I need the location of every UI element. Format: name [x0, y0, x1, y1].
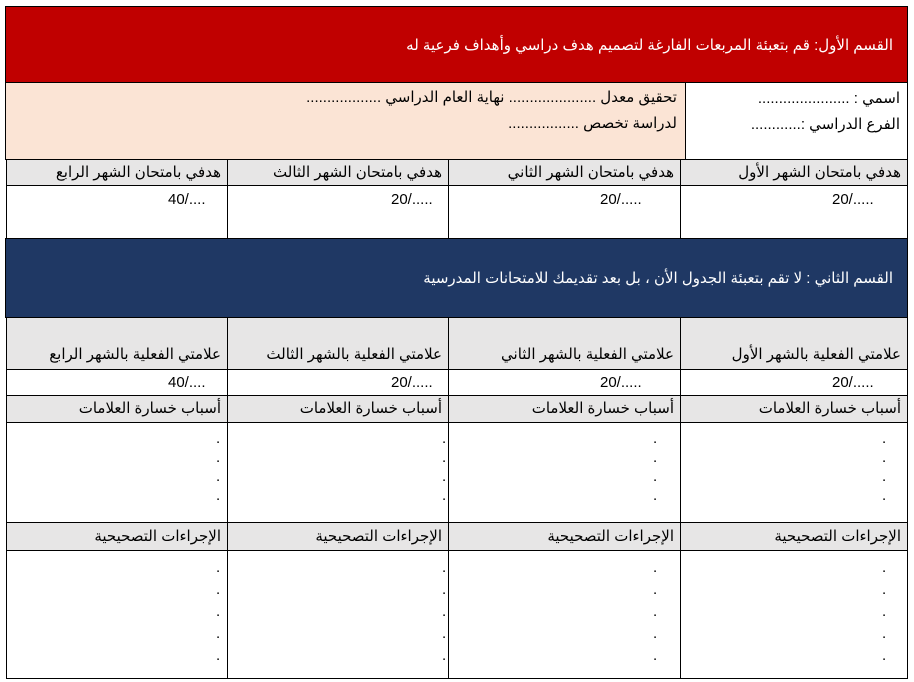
mark-value-month3[interactable] — [227, 369, 449, 396]
actions-header-month4: الإجراءات التصحيحية — [6, 522, 228, 551]
action-dot: . — [216, 625, 221, 642]
loss-dot: . — [216, 430, 221, 447]
loss-dots-month3: . . . . — [442, 430, 447, 504]
loss-cell-month3[interactable] — [227, 422, 449, 523]
target-value-month4[interactable] — [6, 185, 228, 239]
actions-dots-month1 — [687, 557, 901, 667]
action-dot: . — [653, 603, 658, 620]
target-header-month2: هدفي بامتحان الشهر الثاني — [448, 159, 681, 186]
loss-dot: . — [653, 487, 658, 504]
action-dot: . — [653, 581, 658, 598]
actions-header-row — [5, 522, 908, 551]
loss-dot: . — [216, 468, 221, 485]
action-dot: . — [653, 625, 658, 642]
loss-content-row — [5, 422, 908, 523]
action-dot: . — [653, 647, 658, 664]
actions-dots-month2 — [455, 557, 674, 667]
mark-value-month1[interactable] — [680, 369, 908, 396]
marks-header-month3: علامتي الفعلية بالشهر الثالث — [227, 317, 449, 370]
loss-dot: . — [653, 468, 658, 485]
targets-value-row — [5, 185, 908, 239]
marks-value-row — [5, 369, 908, 396]
action-dot: . — [882, 603, 887, 620]
mark-value-month2[interactable] — [448, 369, 681, 396]
loss-dot: . — [653, 449, 658, 466]
loss-header-month2: أسباب خسارة العلامات — [448, 395, 681, 423]
actions-content-row — [5, 550, 908, 679]
specialization-field[interactable]: لدراسة تخصص ................. — [508, 115, 677, 132]
actions-header-month2: الإجراءات التصحيحية — [448, 522, 681, 551]
goal-worksheet — [5, 6, 908, 679]
loss-dot: . — [882, 487, 887, 504]
actions-cell-month3[interactable] — [227, 550, 449, 679]
target-header-month1: هدفي بامتحان الشهر الأول — [680, 159, 908, 186]
loss-header-row — [5, 395, 908, 423]
loss-dots-month2 — [455, 429, 674, 505]
loss-dot: . — [882, 430, 887, 447]
actions-cell-month4[interactable] — [6, 550, 228, 679]
target-value-month3-text: 20/..... — [391, 191, 433, 208]
target-value-month1-text: 20/..... — [832, 191, 874, 208]
action-dot: . — [216, 603, 221, 620]
mark-value-month3-text: 20/..... — [391, 374, 433, 391]
action-dot: . — [882, 647, 887, 664]
target-header-month3: هدفي بامتحان الشهر الثالث — [227, 159, 449, 186]
actions-dots-month4 — [13, 557, 221, 667]
loss-dot: . — [216, 449, 221, 466]
loss-cell-month1[interactable] — [680, 422, 908, 523]
marks-header-month2: علامتي الفعلية بالشهر الثاني — [448, 317, 681, 370]
target-value-month2[interactable] — [448, 185, 681, 239]
target-value-month2-text: 20/..... — [600, 191, 642, 208]
mark-value-month2-text: 20/..... — [600, 374, 642, 391]
loss-dot: . — [882, 468, 887, 485]
action-dot: . — [882, 581, 887, 598]
actions-dots-month3: . . . . . — [442, 559, 447, 664]
loss-header-month4: أسباب خسارة العلامات — [6, 395, 228, 423]
loss-dot: . — [653, 430, 658, 447]
achieve-average-field[interactable]: تحقيق معدل ..................... نهاية العام الدراسي .................. — [306, 89, 677, 106]
actions-header-month3: الإجراءات التصحيحية — [227, 522, 449, 551]
actions-cell-month1[interactable] — [680, 550, 908, 679]
target-value-month4-text: 40/.... — [168, 191, 206, 208]
actions-header-month1: الإجراءات التصحيحية — [680, 522, 908, 551]
section1-title-band — [5, 6, 908, 83]
action-dot: . — [216, 559, 221, 576]
target-value-month3[interactable] — [227, 185, 449, 239]
section2-title-band — [5, 238, 908, 318]
mark-value-month1-text: 20/..... — [832, 374, 874, 391]
loss-cell-month2[interactable] — [448, 422, 681, 523]
mark-value-month4-text: 40/.... — [168, 374, 206, 391]
action-dot: . — [882, 559, 887, 576]
marks-header-row — [5, 317, 908, 370]
mark-value-month4[interactable] — [6, 369, 228, 396]
action-dot: . — [216, 581, 221, 598]
name-field[interactable]: اسمي : ...................... — [757, 90, 900, 107]
loss-dot: . — [882, 449, 887, 466]
actions-cell-month2[interactable] — [448, 550, 681, 679]
target-value-month1[interactable] — [680, 185, 908, 239]
target-header-month4: هدفي بامتحان الشهر الرابع — [6, 159, 228, 186]
loss-header-month1: أسباب خسارة العلامات — [680, 395, 908, 423]
loss-header-month3: أسباب خسارة العلامات — [227, 395, 449, 423]
section2-title: القسم الثاني : لا تقم بتعبئة الجدول الأن ، بل بعد تقديمك للامتحانات المدرسية — [423, 270, 893, 287]
loss-cell-month4[interactable] — [6, 422, 228, 523]
action-dot: . — [216, 647, 221, 664]
loss-dots-month1 — [687, 429, 901, 505]
marks-header-month4: علامتي الفعلية بالشهر الرابع — [6, 317, 228, 370]
action-dot: . — [882, 625, 887, 642]
loss-dots-month4 — [13, 429, 221, 505]
marks-header-month1: علامتي الفعلية بالشهر الأول — [680, 317, 908, 370]
loss-dot: . — [216, 487, 221, 504]
action-dot: . — [653, 559, 658, 576]
section1-title: القسم الأول: قم بتعبئة المربعات الفارغة لتصميم هدف دراسي وأهداف فرعية له — [406, 36, 893, 54]
branch-field[interactable]: الفرع الدراسي :............ — [750, 116, 900, 133]
targets-header-row — [5, 159, 908, 186]
